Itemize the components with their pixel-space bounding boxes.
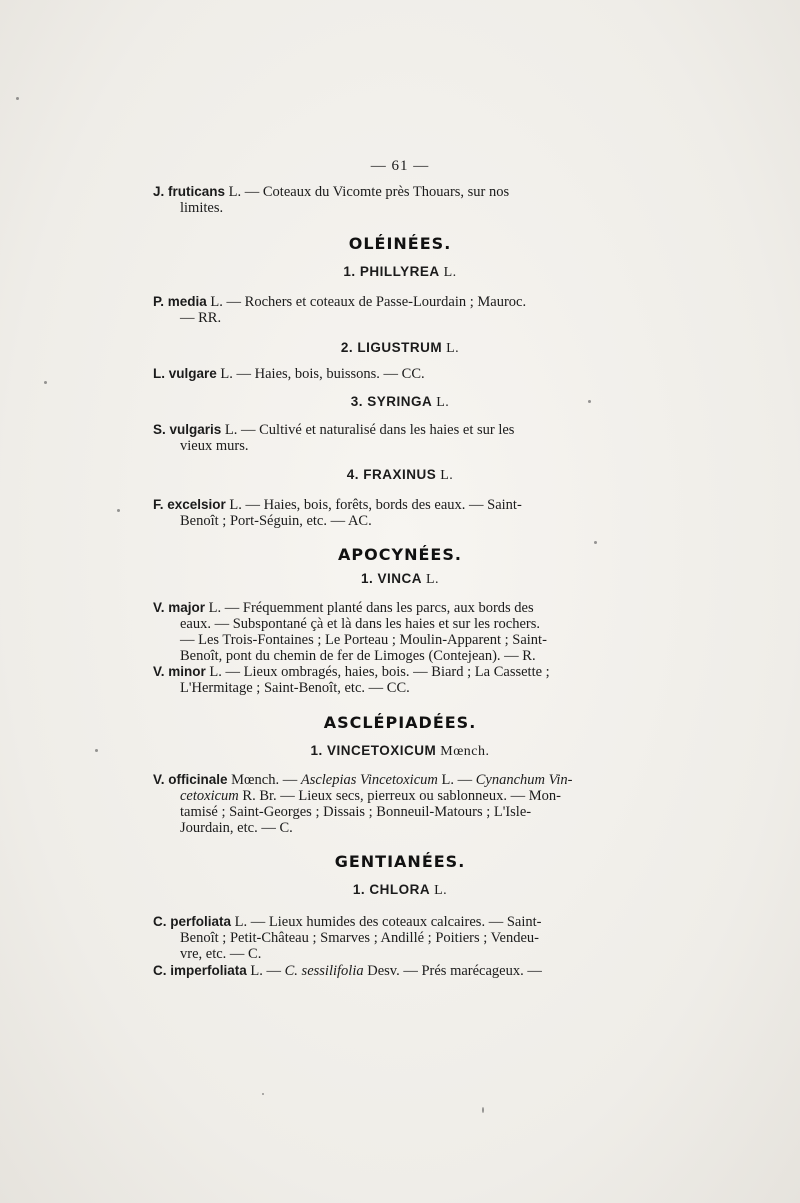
entry-vincetoxicum-officinale [153,772,593,836]
scan-speck [16,97,19,100]
synonym: C. sessilifolia [284,963,364,979]
entry-text: R. Br. — Lieux secs, pierreux ou sablonneux. — Mon- [238,788,561,804]
species-name: L. vulgare [153,366,217,381]
species-name: C. imperfoliata [153,963,247,978]
synonym: Cynanchum Vin- [475,772,573,788]
entry-text: limites. [180,200,224,216]
entry-text: L. — [246,963,285,979]
entry-text: Benoît ; Port-Séguin, etc. — AC. [180,513,372,529]
species-name: S. vulgaris [153,422,222,437]
scan-speck [95,749,98,752]
species-name: J. fruticans [153,184,226,199]
family-heading-oleinees: OLÉINÉES. [348,234,452,253]
scan-speck [594,541,597,544]
family-heading-gentianees: GENTIANÉES. [334,852,466,871]
entry-text: L. — Lieux humides des coteaux calcaires. — Saint- [231,914,542,930]
family-heading-apocynees: APOCYNÉES. [338,545,462,564]
species-name: V. major [153,600,206,615]
entry-chlora-perfoliata [153,914,593,962]
genus-heading-chlora: 1. CHLORA L. [352,882,448,898]
entry-text: Benoît ; Petit-Château ; Smarves ; Andillé ; Poitiers ; Vendeu- [180,930,539,946]
entry-chlora-imperfoliata [153,963,593,979]
species-name: V. officinale [153,772,228,787]
entry-juniperus-fruticans [153,184,593,216]
species-name: F. excelsior [153,497,226,512]
scan-speck [482,1107,484,1113]
entry-text: L. — Haies, bois, forêts, bords des eaux. — Saint- [225,497,522,513]
genus-heading-vinca: 1. VINCA L. [360,571,440,587]
entry-text: L. — Cultivé et naturalisé dans les haies et sur les [221,422,515,438]
synonym: Asclepias Vincetoxicum [300,772,438,788]
entry-phillyrea-media [153,294,593,326]
scan-speck [262,1093,264,1095]
genus-heading-phillyrea: 1. PHILLYREA L. [343,264,457,280]
entry-fraxinus-excelsior [153,497,593,529]
species-name: V. minor [153,664,206,679]
scan-speck [44,381,47,384]
entry-text: — Les Trois-Fontaines ; Le Porteau ; Moulin-Apparent ; Saint- [180,632,547,648]
genus-heading-fraxinus: 4. FRAXINUS L. [346,467,454,483]
entry-ligustrum-vulgare [153,366,593,382]
entry-text: Jourdain, etc. — C. [180,820,293,836]
entry-text: L'Hermitage ; Saint-Benoît, etc. — CC. [180,680,410,696]
genus-heading-vincetoxicum: 1. VINCETOXICUM Mœnch. [310,743,490,759]
entry-text: Benoît, pont du chemin de fer de Limoges (Contejean). — R. [180,648,536,664]
entry-text: vieux murs. [180,438,249,454]
genus-heading-ligustrum: 2. LIGUSTRUM L. [340,340,460,356]
species-name: P. media [153,294,207,309]
entry-vinca-major [153,600,593,664]
entry-text: L. — Coteaux du Vicomte près Thouars, sur nos [225,184,510,200]
scan-speck [588,400,591,403]
species-name: C. perfoliata [153,914,232,929]
entry-text: L. — [437,772,476,788]
entry-text: L. — Haies, bois, buissons. — CC. [216,366,425,382]
entry-text: Mœnch. — [227,772,301,788]
entry-text: — RR. [180,310,222,326]
scan-speck [117,509,120,512]
entry-text: L. — Lieux ombragés, haies, bois. — Biard ; La Cassette ; [205,664,550,680]
entry-text: L. — Rochers et coteaux de Passe-Lourdain ; Mauroc. [206,294,527,310]
entry-vinca-minor [153,664,593,696]
synonym: cetoxicum [180,788,239,804]
family-heading-asclepiadees: ASCLÉPIADÉES. [323,713,477,732]
entry-text: tamisé ; Saint-Georges ; Dissais ; Bonneuil-Matours ; L'Isle- [180,804,532,820]
page-number: — 61 — [370,158,430,174]
genus-heading-syringa: 3. SYRINGA L. [350,394,450,410]
entry-syringa-vulgaris [153,422,593,454]
entry-text: eaux. — Subspontané çà et là dans les haies et sur les rochers. [180,616,540,632]
entry-text: Desv. — Prés marécageux. — [363,963,542,979]
entry-text: vre, etc. — C. [180,946,262,962]
entry-text: L. — Fréquemment planté dans les parcs, aux bords des [205,600,534,616]
